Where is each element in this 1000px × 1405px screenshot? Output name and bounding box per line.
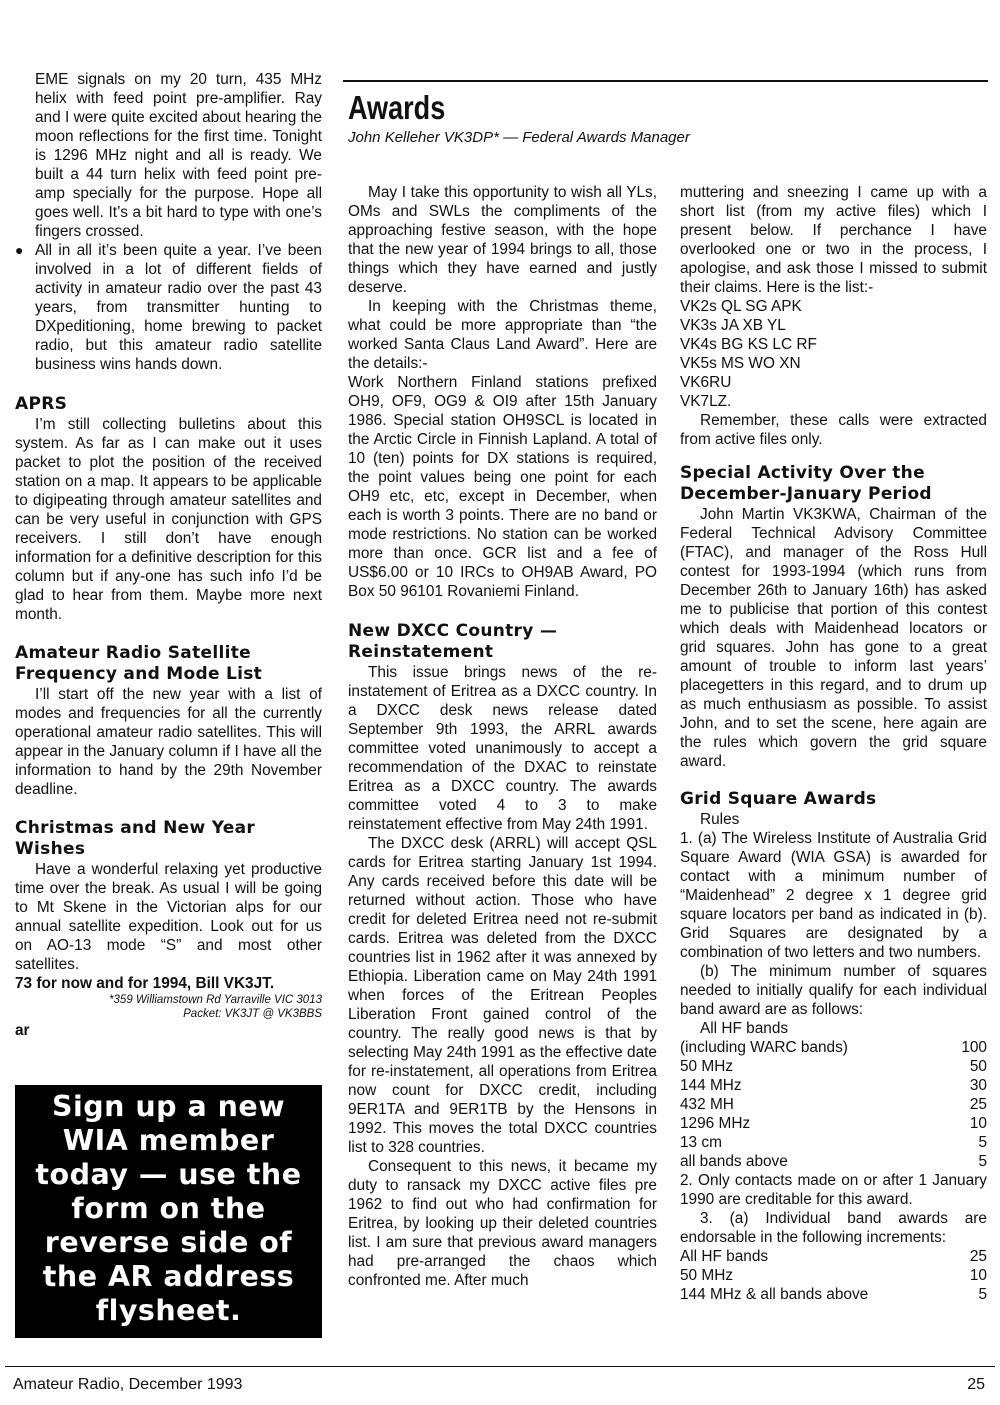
table-row: all bands above 5 (680, 1153, 987, 1170)
byline: John Kelleher VK3DP* — Federal Awards Manager (348, 129, 690, 146)
table-row: 1296 MHz 10 (680, 1115, 987, 1132)
all-hf-label: All HF bands (700, 1020, 789, 1037)
publication-footer: Amateur Radio, December 1993 (13, 1376, 243, 1393)
increments-table (680, 1247, 987, 1304)
rules-label: Rules (700, 811, 740, 828)
dxcc-heading-line2: Reinstatement (348, 642, 494, 662)
page-number: 25 (967, 1376, 985, 1393)
special-activity-text: John Martin VK3KWA, Chairman of the Federal Technical Advisory Committee (FTAC), and manager of the Ross Hull contest for 1993-1994 (which runs from December 26th to January 16th) has asked me to publicise that portion of this contest which deals with Maidenhead locators or grid squares. John has gone to a great amount of trouble to inform last years’ placegetters in this regard, and to drum up as much enthusiasm as possible. To assist John, and to set the scene, here again are the rules which govern the grid square award. (680, 506, 987, 770)
grid-square-heading: Grid Square Awards (680, 789, 877, 809)
table-row: All HF bands 25 (680, 1248, 987, 1265)
promo-box (15, 1085, 322, 1338)
satellite-heading-line2: Frequency and Mode List (15, 664, 263, 684)
call-list-item: VK5s MS WO XN (680, 355, 801, 372)
author-packet: Packet: VK3JT @ VK3BBS (183, 1008, 322, 1020)
promo-line: WIA member (62, 1124, 275, 1157)
table-row: 432 MH 25 (680, 1096, 987, 1113)
satellite-text: I’ll start off the new year with a list of modes and frequencies for all the currently operational amateur radio satellites. This will appear in the January column if I have all the information to hand by the 29th November deadline. (15, 686, 322, 798)
author-address: *359 Williamstown Rd Yarraville VIC 3013 (109, 994, 322, 1006)
aprs-text: I’m still collecting bulletins about this system. As far as I can make out it uses packet to plot the position of the received station on a map. It appears to be applicable to digipeating through amateur satellites and can be very useful in conjunction with GPS receivers. I still don’t have enough information for a definitive description for this column but if any-one has such info I’d be glad to hear from them. Maybe more next month. (15, 416, 322, 623)
footer-rule (5, 1366, 995, 1367)
table-row: 50 MHz 50 (680, 1058, 987, 1075)
table-row: 144 MHz & all bands above 5 (680, 1286, 987, 1303)
xmas-text: Have a wonderful relaxing yet productive time over the break. As usual I will be going to Mt Skene in the Victorian alps for our annual satellite expedition. Look out for us on AO-13 mode “S” and most other satellites. (15, 861, 322, 973)
promo-line: flysheet. (95, 1294, 242, 1327)
intro-paragraph-1: May I take this opportunity to wish all YLs, OMs and SWLs the compliments of the approaching festive season, with the hope that the new year of 1994 brings to all, those things which they have earned and justly deserve. (348, 184, 657, 296)
table-row: 144 MHz 30 (680, 1077, 987, 1094)
call-list-item: VK4s BG KS LC RF (680, 336, 817, 353)
rule-1b: (b) The minimum number of squares needed to initially qualify for each individual band award are as follows: (680, 963, 987, 1018)
header-rule (343, 80, 988, 82)
promo-line: Sign up a new (51, 1090, 286, 1123)
rule-3a: 3. (a) Individual band awards are endorsable in the following increments: (680, 1210, 987, 1246)
signoff: 73 for now and for 1994, Bill VK3JT. (15, 975, 275, 992)
promo-line: the AR address (42, 1260, 295, 1293)
xmas-heading-line2: Wishes (15, 839, 86, 859)
special-activity-heading-line1: Special Activity Over the (680, 463, 925, 483)
eme-paragraph: EME signals on my 20 turn, 435 MHz helix with feed point pre-amplifier. Ray and I were quite excited about hearing the moon reflections for the first time. Tonight is 1296 MHz night and all is ready. We built a 44 turn helix with feed point pre-amp specially for the purpose. Hope all goes well. It’s a bit hard to type with one’s fingers crossed. (35, 71, 322, 240)
call-list-item: VK2s QL SG APK (680, 298, 802, 315)
special-activity-heading-line2: December-January Period (680, 484, 932, 504)
minimum-squares-table (680, 1038, 987, 1171)
aprs-heading: APRS (15, 394, 68, 414)
promo-line: reverse side of (44, 1226, 293, 1259)
middle-column (348, 183, 657, 1290)
call-list-item: VK3s JA XB YL (680, 317, 786, 334)
table-row: (including WARC bands) 100 (680, 1039, 987, 1056)
left-column (15, 70, 322, 1040)
page-title: Awards (348, 89, 446, 126)
continued-paragraph: muttering and sneezing I came up with a short list (from my active files) which I present below. If perchance I have overlooked one or two in the process, I apologise, and ask those I missed to submit their claims. Here is the list:- (680, 184, 987, 296)
dxcc-heading-line1: New DXCC Country — (348, 621, 558, 641)
dxcc-paragraph-3: Consequent to this news, it became my duty to ransack my DXCC active files pre 1962 to find out who had confirmation for Eritrea, by looking up their deleted countries list. I am sure that previous award managers had pre-arranged the chaos which confronted me. After much (348, 1158, 657, 1289)
bullet-icon: ● (15, 242, 24, 258)
santa-award-details: Work Northern Finland stations prefixed OH9, OF9, OG9 & OI9 after 15th January 1986. Special station OH9SCL is located in the Arctic Circle in Finnish Lapland. A total of 10 (ten) points for DX stations is required, the point values being one point for each OH9 etc, etc, except in December, when each is worth 3 points. There are no band or mode restrictions. No station can be worked more than once. GCR list and a fee of US$6.00 or 10 IRCs to OH9AB Award, PO Box 50 96101 Rovaniemi Finland. (348, 374, 657, 600)
call-list-item: VK6RU (680, 374, 732, 391)
dxcc-paragraph-2: The DXCC desk (ARRL) will accept QSL cards for Eritrea starting January 1st 1994. Any cards received before this date will be returned without action. Those who have credit for deleted Eritrea need not re-submit cards. Eritrea was deleted from the DXCC countries list in 1962 after it was annexed by Ethiopia. Liberation came on May 24th 1991 when forces of the Eritrean Peoples Liberation Front gained control of the country. The really good news is that by selecting May 24th 1991 as the effective date for re-instatement, all operations from Eritrea now count for DXCC credit, including 9ER1TA and 9ER1TB by the Hensons in 1992. This moves the total DXCC countries list to 328 countries. (348, 835, 657, 1156)
end-mark: ar (15, 1022, 30, 1039)
promo-line: form on the (71, 1192, 266, 1225)
satellite-heading-line1: Amateur Radio Satellite (15, 643, 251, 663)
rule-2: 2. Only contacts made on or after 1 January 1990 are creditable for this award. (680, 1172, 987, 1208)
table-row: 13 cm 5 (680, 1134, 987, 1151)
year-bullet: ● All in all it’s been quite a year. I’ve been involved in a lot of different fields of activity in amateur radio over the past 43 years, from transmitter hunting to DXpeditioning, home brewing to packet radio, but this amateur radio satellite business wins hands down. (15, 242, 322, 373)
intro-paragraph-2: In keeping with the Christmas theme, what could be more appropriate than “the worked Santa Claus Land Award”. Here are the details:- (348, 298, 657, 372)
right-column (680, 183, 987, 1304)
promo-line: today — use the (35, 1158, 302, 1191)
remember-paragraph: Remember, these calls were extracted from active files only. (680, 412, 987, 448)
call-list-item: VK7LZ. (680, 393, 732, 410)
rule-1a: 1. (a) The Wireless Institute of Australia Grid Square Award (WIA GSA) is awarded for contact with a minimum number of “Maidenhead” 2 degree x 1 degree grid square locators per band as indicated in (b). Grid Squares are designated by a combination of two letters and two numbers. (680, 830, 987, 961)
xmas-heading-line1: Christmas and New Year (15, 818, 256, 838)
dxcc-paragraph-1: This issue brings news of the re-instatement of Eritrea as a DXCC country. In a DXCC desk news release dated September 9th 1993, the ARRL awards committee voted unanimously to accept a recommendation of the DXAC to reinstate Eritrea as a DXCC country. The awards committee voted 4 to 3 to make reinstatement effective from May 24th 1991. (348, 664, 657, 833)
table-row: 50 MHz 10 (680, 1267, 987, 1284)
